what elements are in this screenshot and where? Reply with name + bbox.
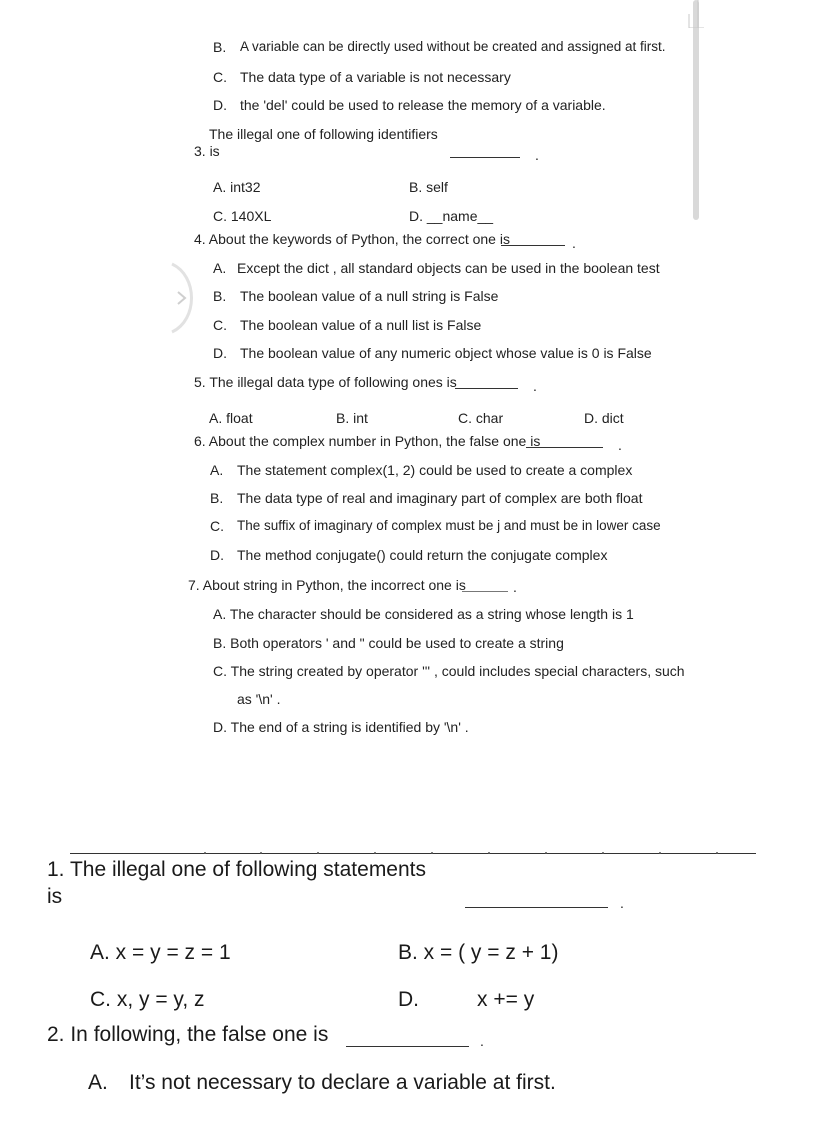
q7-option-a: A. The character should be considered as a string whose length is 1 [213, 606, 634, 622]
q5-option-c: C. char [458, 410, 504, 426]
q7-option-c-line1: C. The string created by operator ''' , could includes special characters, such [213, 663, 685, 679]
q3-stem-line1: The illegal one of following identifiers [209, 126, 438, 142]
lower-q2-trailing-period: . [480, 1033, 484, 1049]
q4-answer-blank [501, 245, 565, 246]
lower-q2-option-a-letter: A. [88, 1071, 108, 1094]
q4-option-d-text: The boolean value of any numeric object whose value is 0 is False [240, 345, 652, 361]
q3-option-b: B. self [409, 179, 448, 195]
q5-option-d: D. dict [584, 410, 624, 426]
q2-option-d-text: the 'del' could be used to release the memory of a variable. [240, 97, 606, 113]
divider-tick [374, 852, 376, 854]
divider-tick [317, 852, 319, 854]
q5-option-b: B. int [336, 410, 368, 426]
divider-tick [716, 852, 718, 854]
q7-option-d: D. The end of a string is identified by '\n' . [213, 719, 469, 735]
q6-option-a-text: The statement complex(1, 2) could be used to create a complex [237, 462, 633, 478]
q5-answer-blank [455, 388, 518, 389]
q5-trailing-period: . [533, 378, 537, 394]
lower-q1-answer-blank [465, 907, 608, 908]
q7-option-c-line2: as '\n' . [237, 691, 281, 707]
chevron-right-icon[interactable] [160, 262, 200, 334]
lower-q1-stem-line1: 1. The illegal one of following statements [47, 858, 427, 881]
scrollbar[interactable] [693, 0, 699, 220]
lower-q1-option-c: C. x, y = y, z [90, 988, 205, 1011]
q7-answer-blank [462, 591, 508, 592]
q6-option-c-letter: C. [210, 518, 224, 534]
q2-option-b-letter: B. [213, 39, 227, 55]
lower-q2-stem: 2. In following, the false one is [47, 1023, 329, 1046]
lower-q1-option-d-letter: D. [398, 988, 419, 1011]
q6-option-b-text: The data type of real and imaginary part of complex are both float [237, 490, 643, 506]
lower-q1-trailing-period: . [620, 895, 624, 911]
q5-option-a: A. float [209, 410, 253, 426]
q4-option-b-letter: B. [213, 288, 227, 304]
q3-option-c: C. 140XL [213, 208, 272, 224]
q7-stem: 7. About string in Python, the incorrect one is [188, 577, 466, 593]
q3-answer-blank [450, 157, 520, 158]
lower-q1-option-b: B. x = ( y = z + 1) [398, 941, 559, 964]
q3-number: 3. is [194, 143, 220, 159]
page-corner-mark [688, 0, 704, 28]
divider-tick [602, 852, 604, 854]
q3-option-a: A. int32 [213, 179, 261, 195]
q3-option-d: D. __name__ [409, 208, 494, 224]
divider-tick [659, 852, 661, 854]
q6-option-d-text: The method conjugate() could return the conjugate complex [237, 547, 608, 563]
q4-option-a-letter: A. [213, 260, 227, 276]
q4-trailing-period: . [572, 235, 576, 251]
page-divider [70, 853, 756, 854]
lower-q1-option-a: A. x = y = z = 1 [90, 941, 231, 964]
divider-tick [431, 852, 433, 854]
q4-option-b-text: The boolean value of a null string is False [240, 288, 499, 304]
q7-trailing-period: . [513, 579, 517, 595]
q6-option-d-letter: D. [210, 547, 224, 563]
q2-option-c-letter: C. [213, 69, 227, 85]
q6-stem: 6. About the complex number in Python, the false one is [194, 433, 541, 449]
lower-q2-option-a-text: It’s not necessary to declare a variable at first. [129, 1071, 556, 1094]
divider-tick [488, 852, 490, 854]
q4-option-d-letter: D. [213, 345, 227, 361]
q5-stem: 5. The illegal data type of following ones is [194, 374, 457, 390]
q6-option-b-letter: B. [210, 490, 224, 506]
lower-q1-option-d-text: x += y [477, 988, 535, 1011]
q4-option-c-letter: C. [213, 317, 227, 333]
lower-q2-answer-blank [346, 1046, 469, 1047]
q2-option-b-text: A variable can be directly used without be created and assigned at first. [240, 39, 666, 54]
q6-option-c-text: The suffix of imaginary of complex must be j and must be in lower case [237, 518, 661, 533]
divider-tick [545, 852, 547, 854]
q6-answer-blank [526, 447, 603, 448]
q6-trailing-period: . [618, 437, 622, 453]
lower-q1-stem-line2: is [47, 885, 63, 908]
q4-option-a-text: Except the dict , all standard objects can be used in the boolean test [237, 260, 660, 276]
q7-option-b: B. Both operators ' and " could be used to create a string [213, 635, 564, 651]
q4-stem: 4. About the keywords of Python, the correct one is [194, 231, 510, 247]
divider-tick [260, 852, 262, 854]
q2-option-d-letter: D. [213, 97, 227, 113]
q4-option-c-text: The boolean value of a null list is False [240, 317, 482, 333]
q6-option-a-letter: A. [210, 462, 224, 478]
q3-trailing-period: . [535, 147, 539, 163]
q2-option-c-text: The data type of a variable is not necessary [240, 69, 511, 85]
divider-tick [204, 852, 206, 854]
